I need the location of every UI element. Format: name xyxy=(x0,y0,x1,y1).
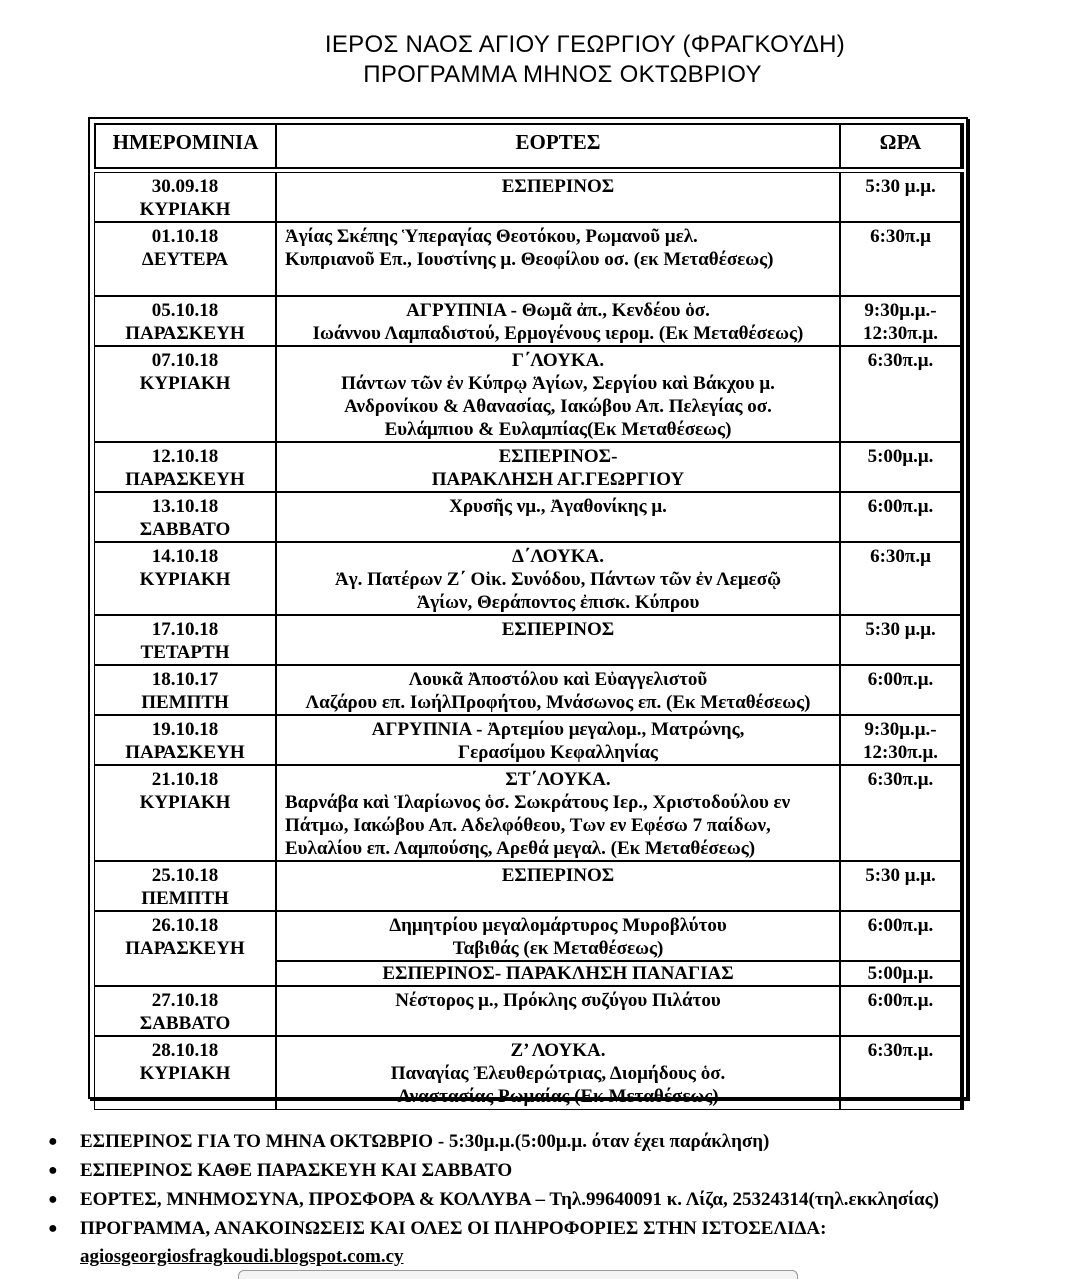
row-time-cell xyxy=(840,861,964,911)
feast-line: Αναστασίας Ρωμαίας (Εκ Μεταθέσεως) xyxy=(397,1086,719,1107)
schedule-rows xyxy=(94,172,964,1110)
row-feast-cell xyxy=(276,911,840,961)
feast-line: Πάτμω, Ιακώβου Απ. Αδελφόθεου, Των εν Εφέσω 7 παίδων, xyxy=(285,815,771,836)
note-bold: ΕΣΠΕΡΙΝΟΣ ΚΑΘΕ ΠΑΡΑΣΚΕΥΗ ΚΑΙ ΣΑΒΒΑΤΟ xyxy=(80,1160,513,1181)
row-date-cell xyxy=(94,296,276,346)
feast-line: ΑΓΡΥΠΝΙΑ - Θωμᾶ ἀπ., Κενδέου ὁσ. xyxy=(406,300,710,321)
feast-line: ΕΣΠΕΡΙΝΟΣ xyxy=(501,865,615,886)
feast-line: Πάντων τῶν ἐν Κύπρῳ Ἁγίων, Σεργίου καὶ Βάκχου μ. xyxy=(341,373,775,394)
table-row xyxy=(94,442,964,492)
row-time-cell xyxy=(840,492,964,542)
row-time-cell xyxy=(840,715,964,765)
time-line: 6:00π.μ. xyxy=(867,990,934,1011)
table-row xyxy=(94,492,964,542)
row-date: 25.10.18 xyxy=(151,865,219,886)
feast-line: ΠΑΡΑΚΛΗΣΗ ΑΓ.ΓΕΩΡΓΙΟΥ xyxy=(431,469,685,490)
row-time-cell xyxy=(840,911,964,961)
bullet-icon: ● xyxy=(48,1220,58,1237)
row-feast-cell xyxy=(276,222,840,296)
row-weekday: ΚΥΡΙΑΚΗ xyxy=(139,1063,231,1084)
feast-line: Ευλαλίου επ. Λαμπούσης, Αρεθά μεγαλ. (Εκ Μεταθέσεως) xyxy=(285,838,756,859)
row-date: 05.10.18 xyxy=(151,300,219,321)
table-row xyxy=(94,911,964,961)
row-date: 30.09.18 xyxy=(151,176,219,197)
table-row xyxy=(94,1036,964,1110)
time-line: 6:30π.μ xyxy=(870,546,931,567)
row-feast-cell xyxy=(276,346,840,442)
row-date-cell xyxy=(94,1036,276,1110)
feast-line: Δ΄ΛΟΥΚΑ. xyxy=(511,546,604,567)
note-item xyxy=(48,1157,1068,1186)
time-line: 6:30π.μ. xyxy=(867,350,934,371)
row-weekday: ΠΑΡΑΣΚΕΥΗ xyxy=(125,323,245,344)
row-date-cell xyxy=(94,346,276,442)
feast-line: Βαρνάβα καὶ Ἱλαρίωνος ὁσ. Σωκράτους Ιερ., Χριστοδούλου εν xyxy=(285,792,791,813)
row-weekday: ΤΕΤΑΡΤΗ xyxy=(140,642,230,663)
table-row xyxy=(94,296,964,346)
table-row xyxy=(94,765,964,861)
feast-line: Λαζάρου επ. ΙωήλΠροφήτου, Μνάσωνος επ. (Εκ Μεταθέσεως) xyxy=(305,692,811,713)
row-date: 21.10.18 xyxy=(151,769,219,790)
note-bold: ΠΡΟΓΡΑΜΜΑ, ΑΝΑΚΟΙΝΩΣΕΙΣ ΚΑΙ ΟΛΕΣ ΟΙ ΠΛΗΡΟΦΟΡΙΕΣ ΣΤΗΝ ΙΣΤΟΣΕΛΙΔΑ: xyxy=(80,1218,827,1239)
row-feast-cell xyxy=(276,615,840,665)
feast-line: Ευλάμπιου & Ευλαμπίας(Εκ Μεταθέσεως) xyxy=(384,419,732,440)
table-row xyxy=(94,222,964,296)
time-line: 6:00π.μ. xyxy=(867,915,934,936)
schedule-title: ΠΡΟΓΡΑΜΜΑ ΜΗΝΟΣ ΟΚΤΩΒΡΙΟΥ xyxy=(363,61,762,88)
row-date: 19.10.18 xyxy=(151,719,219,740)
row-feast-cell xyxy=(276,715,840,765)
row-weekday: ΣΑΒΒΑΤΟ xyxy=(139,519,231,540)
feast-line: Ἁγ. Πατέρων Ζ΄ Οἰκ. Συνόδου, Πάντων τῶν ἐν Λεμεσῷ xyxy=(335,569,781,590)
note-bold: ΕΣΠΕΡΙΝΟΣ ΓΙΑ ΤΟ ΜΗΝΑ ΟΚΤΩΒΡΙΟ xyxy=(80,1131,434,1152)
row-date: 07.10.18 xyxy=(151,350,219,371)
feast-line: Παναγίας Ἐλευθερώτριας, Διομήδους ὁσ. xyxy=(390,1063,726,1084)
church-title: ΙΕΡΟΣ ΝΑΟΣ ΑΓΙΟΥ ΓΕΩΡΓΙΟΥ (ΦΡΑΓΚΟΥΔΗ) xyxy=(324,31,846,58)
time-line: 6:00π.μ. xyxy=(867,496,934,517)
time-line: 6:30π.μ. xyxy=(867,1040,934,1061)
row-feast-cell xyxy=(276,542,840,615)
feast-line: Ἁγίων, Θεράποντος ἐπισκ. Κύπρου xyxy=(416,592,700,613)
row-weekday: ΠΕΜΠΤΗ xyxy=(141,888,229,909)
time-line: 9:30μ.μ.- xyxy=(864,719,937,740)
extra-time-cell: 5:00μ.μ. xyxy=(840,961,964,986)
time-line: 9:30μ.μ.- xyxy=(864,300,937,321)
row-weekday: ΚΥΡΙΑΚΗ xyxy=(139,373,231,394)
note-bold: ΕΟΡΤΕΣ, ΜΝΗΜΟΣΥΝΑ, ΠΡΟΣΦΟΡΑ & ΚΟΛΛΥΒΑ xyxy=(80,1189,531,1210)
feast-line: Νέστορος μ., Πρόκλης συζύγου Πιλάτου xyxy=(395,990,721,1011)
row-time-cell xyxy=(840,665,964,715)
row-weekday: ΣΑΒΒΑΤΟ xyxy=(139,1013,231,1034)
row-date-cell xyxy=(94,542,276,615)
bullet-icon: ● xyxy=(48,1162,58,1179)
time-line: 5:30 μ.μ. xyxy=(865,619,936,640)
time-line: 6:30π.μ. xyxy=(867,769,934,790)
schedule-table xyxy=(94,123,964,1110)
feast-line: Χρυσῆς νμ., Ἀγαθονίκης μ. xyxy=(449,496,667,517)
row-feast-cell xyxy=(276,492,840,542)
row-weekday: ΠΕΜΠΤΗ xyxy=(141,692,229,713)
row-weekday: ΠΑΡΑΣΚΕΥΗ xyxy=(125,742,245,763)
row-date-cell xyxy=(94,765,276,861)
website-link[interactable]: agiosgeorgiosfragkoudi.blogspot.com.cy xyxy=(80,1246,404,1267)
row-weekday: ΚΥΡΙΑΚΗ xyxy=(139,569,231,590)
row-date-cell xyxy=(94,442,276,492)
feast-column-header: ΕΟΡΤΕΣ xyxy=(276,123,840,169)
table-row xyxy=(94,861,964,911)
document-header xyxy=(0,30,1080,90)
row-date: 14.10.18 xyxy=(151,546,219,567)
bullet-icon: ● xyxy=(48,1191,58,1208)
row-feast-cell xyxy=(276,172,840,222)
time-column-header: ΩΡΑ xyxy=(840,123,964,169)
row-date-cell xyxy=(94,861,276,911)
table-row xyxy=(94,172,964,222)
row-feast-cell xyxy=(276,765,840,861)
row-date: 18.10.17 xyxy=(151,669,219,690)
table-row xyxy=(94,986,964,1036)
row-date: 13.10.18 xyxy=(151,496,219,517)
row-time-cell xyxy=(840,986,964,1036)
row-feast-cell xyxy=(276,861,840,911)
row-date: 12.10.18 xyxy=(151,446,219,467)
feast-line: Λουκᾶ Ἀποστόλου καὶ Εὐαγγελιστοῦ xyxy=(408,669,708,690)
table-header-row xyxy=(94,123,964,169)
row-feast-cell xyxy=(276,1036,840,1110)
bullet-icon: ● xyxy=(48,1133,58,1150)
time-line: 6:00π.μ. xyxy=(867,669,934,690)
feast-line: Ἁγίας Σκέπης Ὑπεραγίας Θεοτόκου, Ρωμανοῦ μελ. xyxy=(285,226,698,247)
extra-feast-cell: ΕΣΠΕΡΙΝΟΣ- ΠΑΡΑΚΛΗΣΗ ΠΑΝΑΓΙΑΣ xyxy=(276,961,840,986)
note-item xyxy=(48,1186,1068,1215)
feast-line: Ανδρονίκου & Αθανασίας, Ιακώβου Απ. Πελεγίας οσ. xyxy=(344,396,772,417)
row-weekday: ΠΑΡΑΣΚΕΥΗ xyxy=(125,469,245,490)
row-time-cell xyxy=(840,222,964,296)
feast-line: ΑΓΡΥΠΝΙΑ - Ἀρτεμίου μεγαλομ., Ματρώνης, xyxy=(371,719,745,740)
row-date-cell xyxy=(94,492,276,542)
note-item xyxy=(48,1215,1068,1244)
table-row xyxy=(94,715,964,765)
time-line: 5:00μ.μ. xyxy=(867,446,934,467)
schedule-table-frame xyxy=(88,117,968,1107)
time-line: 5:30 μ.μ. xyxy=(865,176,936,197)
row-weekday: ΔΕΥΤΕΡΑ xyxy=(141,249,229,270)
row-time-cell xyxy=(840,765,964,861)
time-line: 12:30π.μ. xyxy=(862,323,938,344)
time-line: 12:30π.μ. xyxy=(862,742,938,763)
row-date-cell xyxy=(94,665,276,715)
row-time-cell xyxy=(840,296,964,346)
date-column-header: ΗΜΕΡΟΜΙΝΙΑ xyxy=(94,123,276,169)
time-line: 6:30π.μ xyxy=(870,226,931,247)
feast-line: ΕΣΠΕΡΙΝΟΣ xyxy=(501,176,615,197)
feast-line: Γερασίμου Κεφαλληνίας xyxy=(458,742,658,763)
row-date-cell xyxy=(94,715,276,765)
table-row xyxy=(94,346,964,442)
row-time-cell xyxy=(840,615,964,665)
row-feast-cell xyxy=(276,296,840,346)
row-weekday: ΠΑΡΑΣΚΕΥΗ xyxy=(125,938,245,959)
row-date: 17.10.18 xyxy=(151,619,219,640)
row-weekday: ΚΥΡΙΑΚΗ xyxy=(139,199,231,220)
feast-line: Ταβιθάς (εκ Μεταθέσεως) xyxy=(452,938,664,959)
feast-line: ΣΤ΄ΛΟΥΚΑ. xyxy=(505,769,611,790)
row-feast-cell xyxy=(276,986,840,1036)
row-date: 26.10.18 xyxy=(151,915,219,936)
feast-line: Ιωάννου Λαμπαδιστού, Ερμογένους ιερομ. (Εκ Μεταθέσεως) xyxy=(312,323,804,344)
feast-line: ΕΣΠΕΡΙΝΟΣ- xyxy=(498,446,618,467)
row-time-cell xyxy=(840,542,964,615)
row-date: 01.10.18 xyxy=(151,226,219,247)
note-item xyxy=(48,1128,1068,1157)
note-text: - 5:30μ.μ.(5:00μ.μ. όταν έχει παράκληση) xyxy=(433,1131,770,1152)
notes-list xyxy=(48,1128,1068,1270)
table-row xyxy=(94,542,964,615)
row-date-cell xyxy=(94,615,276,665)
row-date-cell xyxy=(94,172,276,222)
feast-line: Γ΄ΛΟΥΚΑ. xyxy=(511,350,605,371)
table-row xyxy=(94,665,964,715)
row-date-cell xyxy=(94,911,276,986)
feast-line: Κυπριανοῦ Επ., Ιουστίνης μ. Θεοφίλου οσ. (εκ Μεταθέσεως) xyxy=(285,249,774,270)
row-time-cell xyxy=(840,172,964,222)
feast-line: Ζ’ ΛΟΥΚΑ. xyxy=(510,1040,606,1061)
row-time-cell xyxy=(840,442,964,492)
row-date-cell xyxy=(94,986,276,1036)
note-text: – Τηλ.99640091 κ. Λίζα, 25324314(τηλ.εκκλησίας) xyxy=(530,1189,939,1210)
row-date: 27.10.18 xyxy=(151,990,219,1011)
row-feast-cell xyxy=(276,442,840,492)
feast-line: ΕΣΠΕΡΙΝΟΣ xyxy=(501,619,615,640)
table-row xyxy=(94,615,964,665)
row-time-cell xyxy=(840,346,964,442)
time-line: 5:30 μ.μ. xyxy=(865,865,936,886)
row-date-cell xyxy=(94,222,276,296)
row-weekday: ΚΥΡΙΑΚΗ xyxy=(139,792,231,813)
row-time-cell xyxy=(840,1036,964,1110)
row-feast-cell xyxy=(276,665,840,715)
feast-line: Δημητρίου μεγαλομάρτυρος Μυροβλύτου xyxy=(389,915,727,936)
row-date: 28.10.18 xyxy=(151,1040,219,1061)
